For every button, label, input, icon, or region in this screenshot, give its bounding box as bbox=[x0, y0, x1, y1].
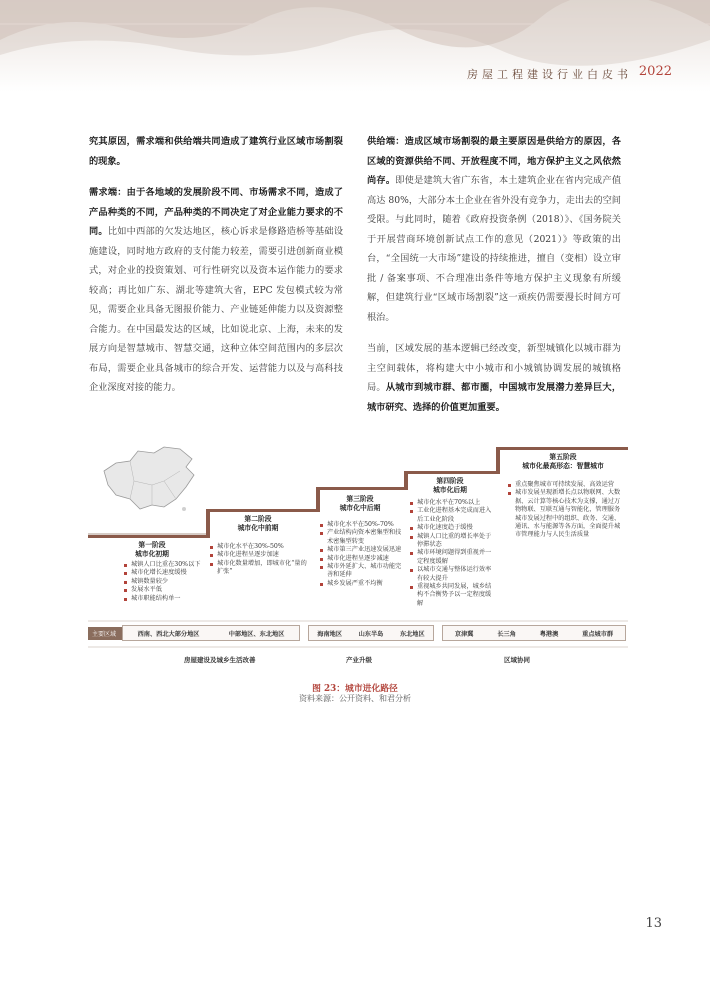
right-paragraph-1-lead: 供给端：造成区域市场割裂的最主要原因是供给方的原因，各区域的资源供给不同、开放程度不同，地方保护主义之风依然尚存。 bbox=[367, 136, 621, 186]
region-name: 粤港澳 bbox=[539, 630, 559, 638]
region-name: 长三角 bbox=[497, 630, 516, 638]
stage-3-bullet: 城市化水平在50%-70% bbox=[320, 521, 404, 529]
stage-1-title: 第一阶段 城市化初期 bbox=[135, 541, 169, 558]
page-header bbox=[0, 0, 710, 92]
stage-4-bullet: 以城市交通与整体运行效率有较大提升 bbox=[410, 566, 496, 583]
header-title: 房屋工程建设行业白皮书 bbox=[467, 68, 632, 81]
stage-4-bullet: 工业化进程基本完成而进入后工业化阶段 bbox=[410, 507, 496, 524]
stage-1-bullet: 城镇数量较少 bbox=[124, 578, 208, 586]
left-paragraph-2-body: 比如中西部的欠发达地区，核心诉求是修路造桥等基础设施建设，同时地方政府的支付能力较差，需要引进创新商业模式，对企业的投资策划、可行性研究以及资本运作能力的要求较高；再比如广东、湖北等建筑大省，EPC 发包模式较为常见，需要企业具备无图报价能力、产业链延伸能力以及资源整合能力。在中国最发达的区域，比如说北京、上海，未来的发展方向是智慧城市、智慧交通，这种立体空间范围内的多层次布局，需要企业具备城市的综合开发、运营能力以及与高科技企业深度对接的能力。 bbox=[89, 226, 344, 393]
phase-label-3: 区域协同 bbox=[504, 656, 530, 664]
left-paragraph-2-lead: 需求端：由于各地域的发展阶段不同、市场需求不同，造成了产品种类的不同，产品种类的不同决定了对企业能力要求的不同。 bbox=[89, 187, 343, 237]
stage-1-bullet: 发展水平低 bbox=[124, 586, 208, 594]
phase-label-2: 产业升级 bbox=[346, 656, 372, 664]
region-name: 海南地区 bbox=[317, 630, 343, 638]
stage-5-bullet: 城市发展呈现新增长点以物联网、大数据、云计算等核心技术为支撑，通过万物物联、互联互通与智能化，管理服务城市发展过程中的组织、政务、交通、通讯、水与能源等各方面，全面提升城市管理能力与人民生活质量 bbox=[508, 489, 622, 539]
left-column bbox=[89, 132, 343, 410]
region-box-1 bbox=[122, 625, 300, 641]
right-paragraph-2-body: 当前，区域发展的基本逻辑已经改变，新型城镇化以城市群为主空间载体，将构建大中小城市和小城镇协调发展的城镇格局。 bbox=[367, 343, 621, 393]
region-box-2 bbox=[308, 625, 434, 641]
stage-3-bullet: 城市外延扩大、城市功能完善和延伸 bbox=[320, 563, 404, 580]
region-name: 东北地区 bbox=[399, 630, 425, 638]
region-name: 西南、西北大部分地区 bbox=[137, 630, 200, 638]
stage-3-bullet: 城市第三产业迅速发展迅速 bbox=[320, 546, 404, 554]
stage-1-bullet: 城市职能结构单一 bbox=[124, 595, 208, 603]
stage-3-bullet: 城乡发展严重不均衡 bbox=[320, 580, 404, 588]
stage-4-bullet: 城市化速度趋于缓慢 bbox=[410, 524, 496, 532]
stage-2-title: 第二阶段 城市化中前期 bbox=[237, 515, 279, 532]
right-column bbox=[367, 132, 621, 429]
stage-5-title: 第五阶段 城市化最高形态：智慧城市 bbox=[522, 453, 604, 470]
stage-2-bullet: 城市化进程呈逐步加速 bbox=[210, 551, 310, 559]
stage-4-bullet: 重视城乡共同发展，城乡结构不合衡势予以一定程度缓解 bbox=[410, 583, 496, 608]
stage-1-bullets bbox=[124, 561, 208, 603]
region-box-3 bbox=[442, 625, 626, 641]
figure-caption: 图 23：城市进化路径 bbox=[312, 684, 398, 694]
phase-label-1: 房屋建设及城乡生活改善 bbox=[184, 656, 256, 664]
stage-2-bullets bbox=[210, 543, 310, 577]
figure-source: 资料来源：公开资料、和君分析 bbox=[299, 694, 411, 703]
stage-3-bullet: 产业结构向资本密集型和技术密集型转变 bbox=[320, 529, 404, 546]
stage-2-bullet: 城市化数量增加，即城市化“量的扩张” bbox=[210, 560, 310, 577]
stage-3-bullet: 城市化进程呈逐步减速 bbox=[320, 555, 404, 563]
region-name: 重点城市群 bbox=[582, 630, 614, 638]
region-name: 山东半岛 bbox=[358, 630, 384, 638]
right-paragraph-1-body: 即使是建筑大省广东省，本土建筑企业在省内完成产值高达 80%，大部分本土企业在省外没有竞争力，走出去的空间受限。与此同时，随着《政府投资条例（2018）》、《国务院关于开展营商环境创新试点工作的意见（2021）》等政策的出台，“全国统一大市场”建设的持续推进，擅自（变相）设立审批 / 备案事项、不合理准出条件等地方保护主义现象有所缓解，但建筑行业“区域市场割裂”这一顽疾仍需要漫长时间方可根治。 bbox=[367, 175, 622, 323]
stage-4-title: 第四阶段 城市化后期 bbox=[433, 477, 467, 494]
city-evolution-figure bbox=[88, 437, 628, 665]
stage-2-bullet: 城市化水平在30%-50% bbox=[210, 543, 310, 551]
header-year: 2022 bbox=[638, 64, 672, 79]
stage-1-bullet: 城镇人口比重在30%以下 bbox=[124, 561, 208, 569]
stage-5-bullet: 重点聚焦城市可持续发展、高效运营 bbox=[508, 481, 622, 489]
region-name: 京津冀 bbox=[454, 630, 474, 638]
right-paragraph-2-tail: 从城市到城市群、都市圈，中国城市发展潜力差异巨大，城市研究、选择的价值更加重要。 bbox=[367, 382, 622, 413]
stage-5-bullets bbox=[508, 481, 622, 540]
stage-3-bullets bbox=[320, 521, 404, 588]
page-number: 13 bbox=[645, 916, 662, 931]
stage-4-bullets bbox=[410, 499, 496, 608]
stage-4-bullet: 城市环境问题得到重视并一定程度缓解 bbox=[410, 549, 496, 566]
region-label: 主要区域 bbox=[88, 627, 122, 640]
region-name: 中部地区、东北地区 bbox=[228, 630, 285, 638]
left-paragraph-1: 究其原因，需求端和供给端共同造成了建筑行业区域市场割裂的现象。 bbox=[89, 136, 343, 167]
stage-3-title: 第三阶段 城市化中后期 bbox=[339, 495, 381, 512]
stage-1-bullet: 城市化增长速度缓慢 bbox=[124, 569, 208, 577]
stage-4-bullet: 城市化水平在70%以上 bbox=[410, 499, 496, 507]
stage-4-bullet: 城镇人口比重的增长率处于停滞状态 bbox=[410, 533, 496, 550]
